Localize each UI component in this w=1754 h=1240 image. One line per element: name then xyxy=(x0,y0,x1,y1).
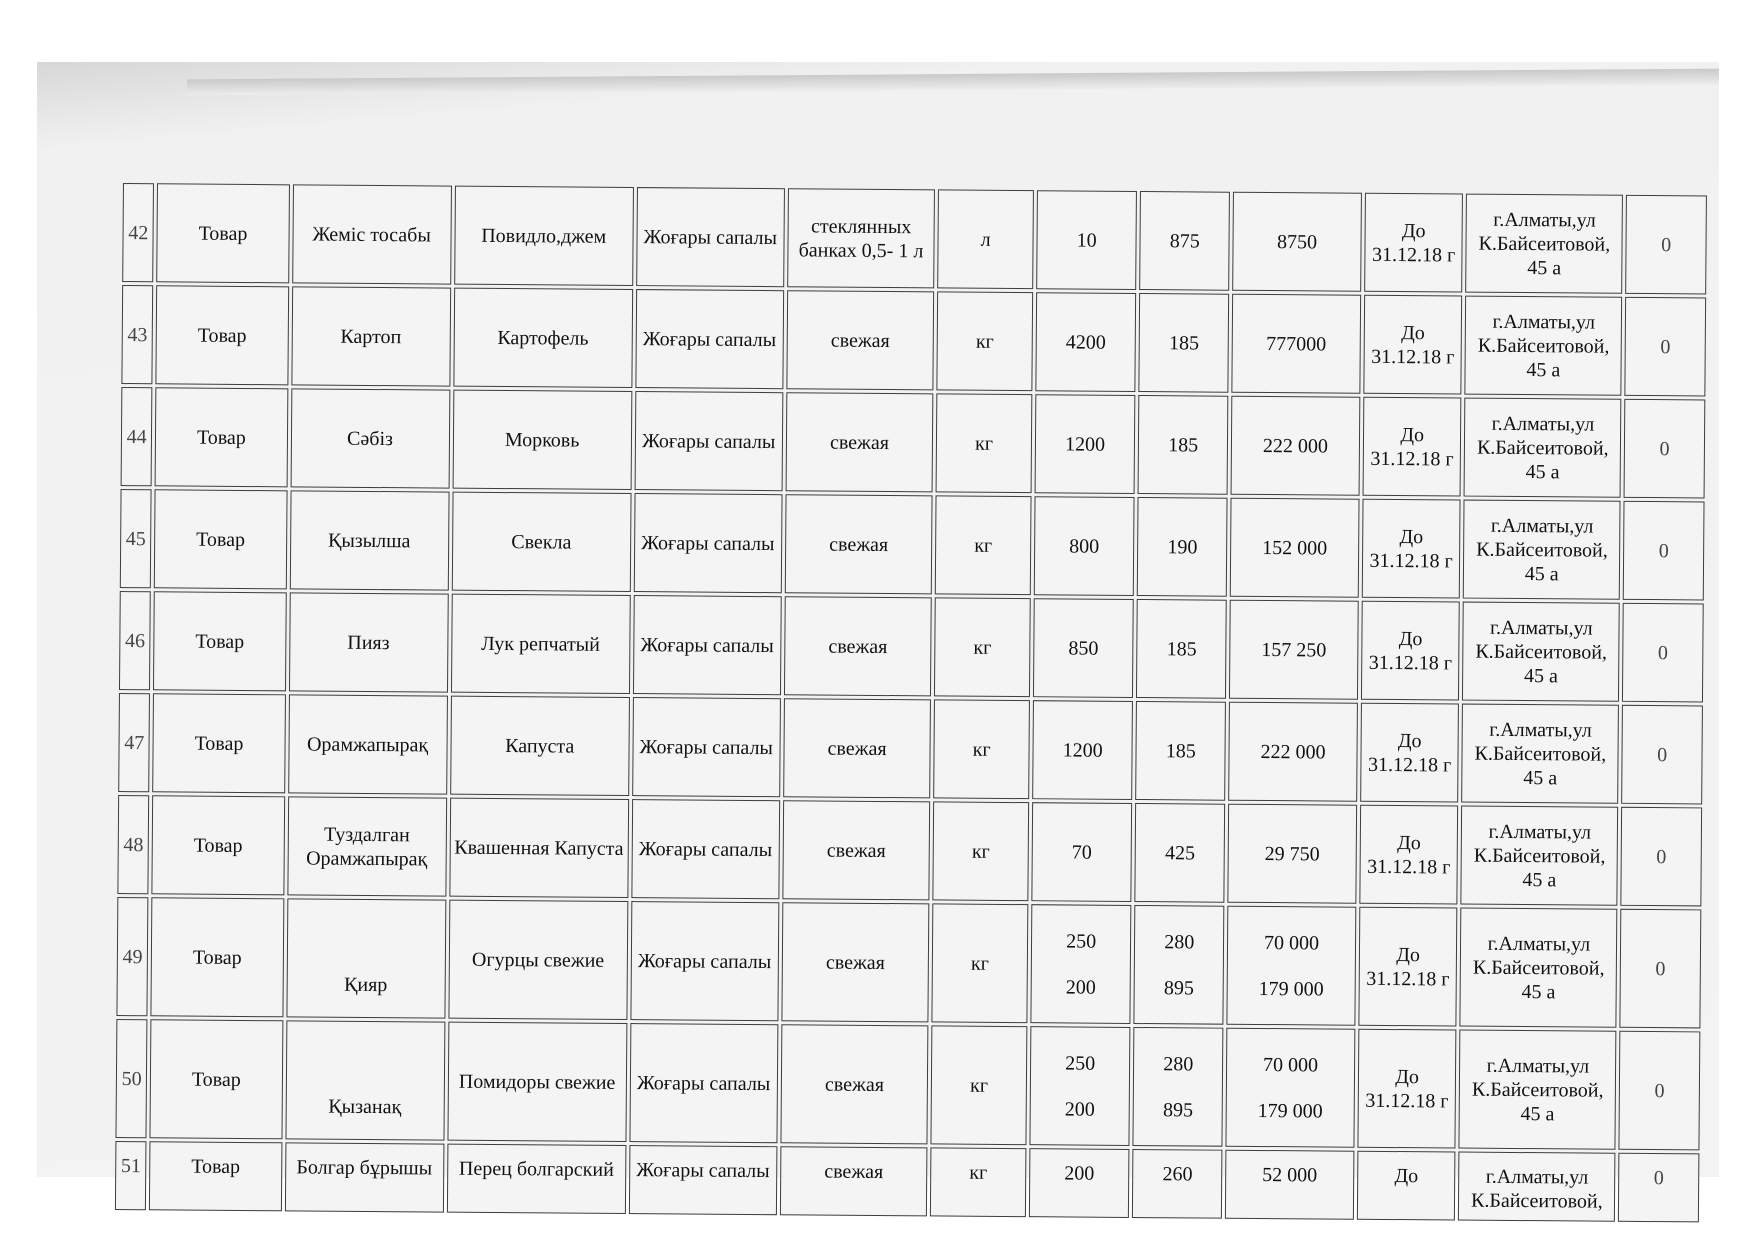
item-extra: 0 xyxy=(1618,1153,1699,1223)
item-sum-second: 179 000 xyxy=(1257,1099,1323,1122)
item-pack: свежая xyxy=(784,596,933,696)
item-price: 280 xyxy=(1164,930,1195,953)
table-row xyxy=(115,1019,1700,1150)
item-qty: 4200 xyxy=(1035,292,1137,392)
row-number: 46 xyxy=(119,591,151,690)
item-pack: стеклянных банках 0,5- 1 л xyxy=(787,188,936,288)
item-name-ru: Повидло,джем xyxy=(454,186,634,286)
item-name-ru: Картофель xyxy=(453,288,633,388)
item-price: 190 xyxy=(1137,497,1227,597)
item-extra: 0 xyxy=(1621,705,1703,805)
item-term: До 31.12.18 г xyxy=(1360,703,1459,803)
item-sum: 70 000 xyxy=(1263,931,1320,954)
table-row xyxy=(118,693,1703,804)
item-term: До 31.12.18 г xyxy=(1357,1029,1456,1149)
item-name-ru: Лук репчатый xyxy=(451,594,631,694)
item-quality: Жоғары сапалы xyxy=(632,697,781,797)
item-name-ru: Свекла xyxy=(451,492,631,592)
row-number: 49 xyxy=(116,897,148,1016)
item-sum: 157 250 xyxy=(1229,600,1359,700)
item-sum: 52 000 xyxy=(1225,1150,1354,1220)
item-type: Товар xyxy=(153,591,286,691)
item-qty: 800 xyxy=(1033,496,1135,596)
item-quality: Жоғары сапалы xyxy=(629,1023,778,1143)
item-quality: Жоғары сапалы xyxy=(630,901,779,1021)
item-extra: 0 xyxy=(1621,807,1703,907)
item-name-ru: Помидоры свежие xyxy=(447,1022,627,1142)
item-pack: свежая xyxy=(782,800,931,900)
item-extra: 0 xyxy=(1625,195,1707,295)
item-type: Товар xyxy=(156,285,289,385)
item-sum: 70 000 xyxy=(1262,1053,1319,1076)
item-type: Товар xyxy=(149,1141,282,1211)
item-name-kz: Орамжапырақ xyxy=(288,694,448,794)
item-pack: свежая xyxy=(786,290,935,390)
item-extra: 0 xyxy=(1623,501,1705,601)
item-qty-cell xyxy=(1030,904,1132,1024)
item-sum: 152 000 xyxy=(1230,498,1360,598)
item-sum-cell xyxy=(1226,1028,1356,1148)
item-price: 185 xyxy=(1136,701,1226,801)
table-row xyxy=(116,897,1701,1028)
item-address: г.Алматы,ул К.Байсеитовой, 45 а xyxy=(1464,398,1622,498)
table-row xyxy=(117,795,1702,906)
item-qty: 250 xyxy=(1065,1051,1096,1075)
item-address: г.Алматы,ул К.Байсеитовой, 45 а xyxy=(1463,500,1621,600)
item-qty: 1200 xyxy=(1032,700,1134,800)
item-price-second: 895 xyxy=(1162,1098,1194,1121)
item-pack: свежая xyxy=(784,494,933,594)
item-extra: 0 xyxy=(1622,603,1704,703)
table-row xyxy=(120,489,1705,600)
item-qty-second: 200 xyxy=(1065,975,1096,999)
item-sum: 222 000 xyxy=(1231,396,1361,496)
item-unit: кг xyxy=(934,597,1030,697)
item-price: 185 xyxy=(1136,599,1226,699)
item-term: До 31.12.18 г xyxy=(1363,295,1462,395)
item-address: г.Алматы,ул К.Байсеитовой, xyxy=(1458,1152,1615,1222)
item-unit: кг xyxy=(932,903,1028,1023)
item-sum: 777000 xyxy=(1231,294,1361,394)
item-type: Товар xyxy=(150,1019,283,1139)
item-pack: свежая xyxy=(781,902,930,1022)
row-number: 47 xyxy=(118,693,150,792)
item-price-cell xyxy=(1133,1027,1224,1147)
item-sum: 222 000 xyxy=(1228,702,1358,802)
item-type: Товар xyxy=(154,489,287,589)
row-number: 42 xyxy=(122,183,154,282)
table-row xyxy=(121,387,1706,498)
item-unit: кг xyxy=(936,393,1032,493)
item-term: До 31.12.18 г xyxy=(1359,805,1458,905)
item-address: г.Алматы,ул К.Байсеитовой, 45 а xyxy=(1462,602,1620,702)
item-address: г.Алматы,ул К.Байсеитовой, 45 а xyxy=(1460,908,1618,1028)
item-term: До xyxy=(1357,1151,1456,1221)
item-unit: л xyxy=(938,189,1034,289)
item-name-kz: Туздалган Орамжапырақ xyxy=(287,796,447,896)
item-price: 425 xyxy=(1135,803,1225,903)
row-number: 50 xyxy=(115,1019,147,1138)
item-price: 260 xyxy=(1132,1149,1222,1219)
item-quality: Жоғары сапалы xyxy=(634,391,783,491)
item-name-ru: Огурцы свежие xyxy=(448,900,628,1020)
item-name-ru: Капуста xyxy=(450,696,630,796)
item-pack: свежая xyxy=(780,1146,928,1216)
table-row xyxy=(119,591,1704,702)
item-extra: 0 xyxy=(1625,297,1707,397)
item-unit: кг xyxy=(930,1147,1026,1217)
item-qty: 200 xyxy=(1029,1148,1130,1218)
item-term: До 31.12.18 г xyxy=(1361,601,1460,701)
item-name-kz: Қызылша xyxy=(289,490,449,590)
item-address: г.Алматы,ул К.Байсеитовой, 45 а xyxy=(1465,296,1623,396)
item-type: Товар xyxy=(153,693,286,793)
item-extra: 0 xyxy=(1624,399,1706,499)
item-name-ru: Квашенная Капуста xyxy=(449,798,629,898)
item-name-kz: Болгар бұрышы xyxy=(284,1142,444,1212)
item-unit: кг xyxy=(934,699,1030,799)
item-address: г.Алматы,ул К.Байсеитовой, 45 а xyxy=(1459,1030,1617,1150)
item-price: 185 xyxy=(1139,293,1229,393)
item-name-kz: Қызанақ xyxy=(285,1020,445,1140)
item-sum: 29 750 xyxy=(1227,804,1357,904)
item-name-kz: Картоп xyxy=(291,286,451,386)
row-number: 45 xyxy=(120,489,152,588)
item-type: Товар xyxy=(157,183,290,283)
table-row xyxy=(115,1141,1699,1222)
item-qty: 250 xyxy=(1066,929,1097,953)
item-name-kz: Қияр xyxy=(286,898,446,1018)
row-number: 43 xyxy=(121,285,153,384)
item-name-ru: Перец болгарский xyxy=(446,1144,626,1214)
item-unit: кг xyxy=(935,495,1031,595)
table-row xyxy=(121,285,1706,396)
goods-table xyxy=(112,180,1710,1225)
item-qty: 850 xyxy=(1033,598,1135,698)
item-price-cell xyxy=(1134,905,1225,1025)
item-quality: Жоғары сапалы xyxy=(635,289,784,389)
item-price: 875 xyxy=(1140,191,1230,291)
item-pack: свежая xyxy=(780,1024,929,1144)
row-number: 44 xyxy=(121,387,153,486)
item-term: До 31.12.18 г xyxy=(1364,193,1463,293)
item-type: Товар xyxy=(151,897,284,1017)
item-pack: свежая xyxy=(785,392,934,492)
item-name-kz: Пияз xyxy=(289,592,449,692)
scanned-page xyxy=(37,62,1719,1213)
item-quality: Жоғары сапалы xyxy=(634,493,783,593)
item-term: До 31.12.18 г xyxy=(1362,397,1461,497)
row-number: 48 xyxy=(117,795,149,894)
item-address: г.Алматы,ул К.Байсеитовой, 45 а xyxy=(1461,806,1619,906)
item-qty: 10 xyxy=(1036,190,1138,290)
item-name-kz: Жеміс тосабы xyxy=(292,184,452,284)
item-quality: Жоғары сапалы xyxy=(631,799,780,899)
item-pack: свежая xyxy=(783,698,932,798)
item-type: Товар xyxy=(155,387,288,487)
item-term: До 31.12.18 г xyxy=(1362,499,1461,599)
item-extra: 0 xyxy=(1619,1031,1701,1151)
item-type: Товар xyxy=(152,795,285,895)
item-address: г.Алматы,ул К.Байсеитовой, 45 а xyxy=(1466,194,1624,294)
item-name-kz: Сәбіз xyxy=(290,388,450,488)
item-sum-cell xyxy=(1226,906,1356,1026)
item-quality: Жоғары сапалы xyxy=(633,595,782,695)
item-price-second: 895 xyxy=(1163,976,1195,999)
row-number: 51 xyxy=(115,1141,147,1210)
item-price: 280 xyxy=(1163,1052,1194,1075)
item-quality: Жоғары сапалы xyxy=(629,1145,777,1215)
item-sum: 8750 xyxy=(1232,192,1362,292)
item-term: До 31.12.18 г xyxy=(1358,907,1457,1027)
item-qty: 70 xyxy=(1031,802,1133,902)
item-quality: Жоғары сапалы xyxy=(636,187,785,287)
item-unit: кг xyxy=(937,291,1033,391)
item-sum-second: 179 000 xyxy=(1258,977,1324,1000)
item-qty: 1200 xyxy=(1034,394,1136,494)
paper-edge-shadow xyxy=(187,69,1719,96)
item-qty-second: 200 xyxy=(1064,1097,1095,1121)
item-address: г.Алматы,ул К.Байсеитовой, 45 а xyxy=(1462,704,1620,804)
item-unit: кг xyxy=(931,1025,1027,1145)
item-unit: кг xyxy=(933,801,1029,901)
table-row xyxy=(122,183,1707,294)
item-price: 185 xyxy=(1138,395,1228,495)
item-qty-cell xyxy=(1029,1026,1131,1146)
item-name-ru: Морковь xyxy=(452,390,632,490)
item-extra: 0 xyxy=(1620,909,1702,1029)
